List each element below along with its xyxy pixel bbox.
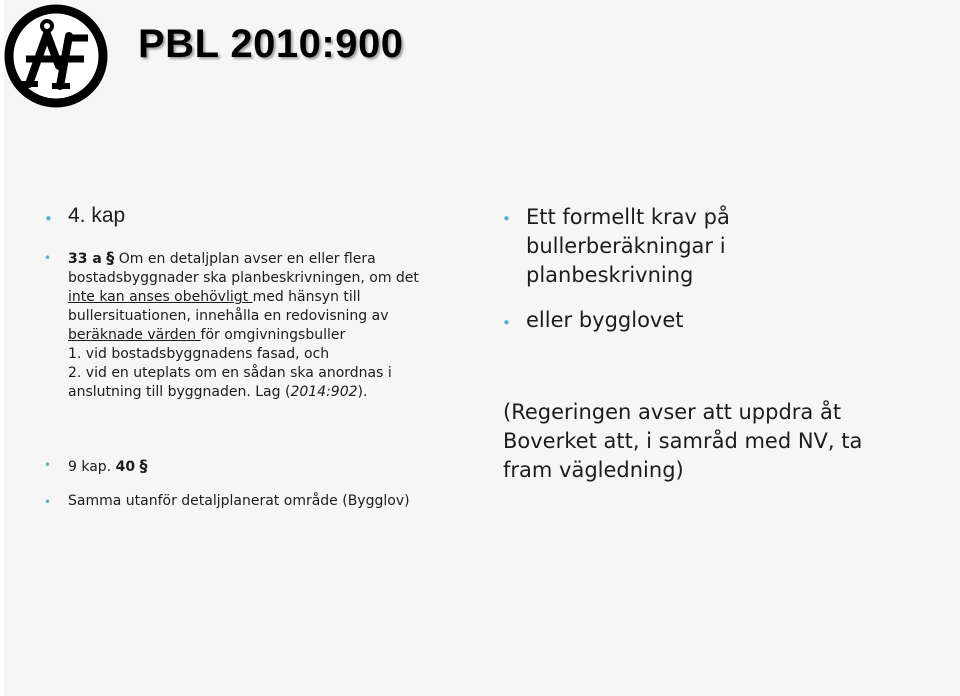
paragraph-33a	[68, 248, 419, 402]
af-logo-icon	[4, 4, 108, 108]
req-line-1: Ett formellt krav på	[526, 205, 730, 229]
para-line-2: bostadsbyggnader ska planbeskrivningen, om det	[68, 270, 419, 286]
para-text: anslutning till byggnaden. Lag (	[68, 384, 291, 400]
para-line-1	[68, 248, 419, 269]
regeringen-note	[503, 398, 862, 485]
para-line-3	[68, 288, 419, 307]
note-line-1: (Regeringen avser att uppdra åt	[503, 400, 842, 424]
note-line-2: Boverket att, i samråd med NV, ta	[503, 429, 863, 453]
chapter-9-reference	[68, 456, 148, 477]
para-line-6: 1. vid bostadsbyggnadens fasad, och	[68, 346, 330, 362]
note-line-3: fram vägledning)	[503, 458, 684, 482]
para-line-7: 2. vid en uteplats om en sådan ska anordnas i	[68, 365, 392, 381]
para-text: Om en detaljplan avser en eller flera	[118, 251, 376, 267]
underlined-text: beräknade värden	[68, 327, 201, 343]
law-reference: 2014:902	[290, 384, 358, 400]
bygglov-item: eller bygglovet	[526, 308, 684, 332]
section-symbol: §	[139, 456, 148, 475]
page-title: PBL 2010:900	[138, 22, 404, 66]
section-number: 40	[115, 459, 136, 475]
section-number: 33 a	[68, 251, 102, 267]
bullet-icon: •	[502, 314, 511, 332]
bullet-icon: •	[502, 210, 511, 228]
para-line-5	[68, 326, 419, 345]
chapter-4-heading: 4. kap	[68, 204, 126, 227]
section-symbol: §	[106, 248, 115, 267]
bullet-icon: •	[44, 210, 53, 228]
para-line-4: bullersituationen, innehålla en redovisning av	[68, 308, 389, 324]
para-text: med hänsyn till	[252, 289, 361, 305]
bullet-icon: •	[44, 495, 52, 509]
para-line-8	[68, 383, 419, 402]
para-text: för omgivningsbuller	[200, 327, 346, 343]
bullet-icon: •	[44, 251, 52, 265]
para-text: ).	[357, 384, 368, 400]
req-line-3: planbeskrivning	[526, 263, 694, 287]
bullet-icon: •	[44, 458, 52, 472]
samma-note: Samma utanför detaljplanerat område (Bygglov)	[68, 493, 410, 509]
req-line-2: bullerberäkningar i	[526, 234, 726, 258]
chapter-9-label: 9 kap.	[68, 459, 112, 475]
underlined-text: inte kan anses obehövligt	[68, 289, 253, 305]
formal-requirement	[526, 203, 730, 290]
